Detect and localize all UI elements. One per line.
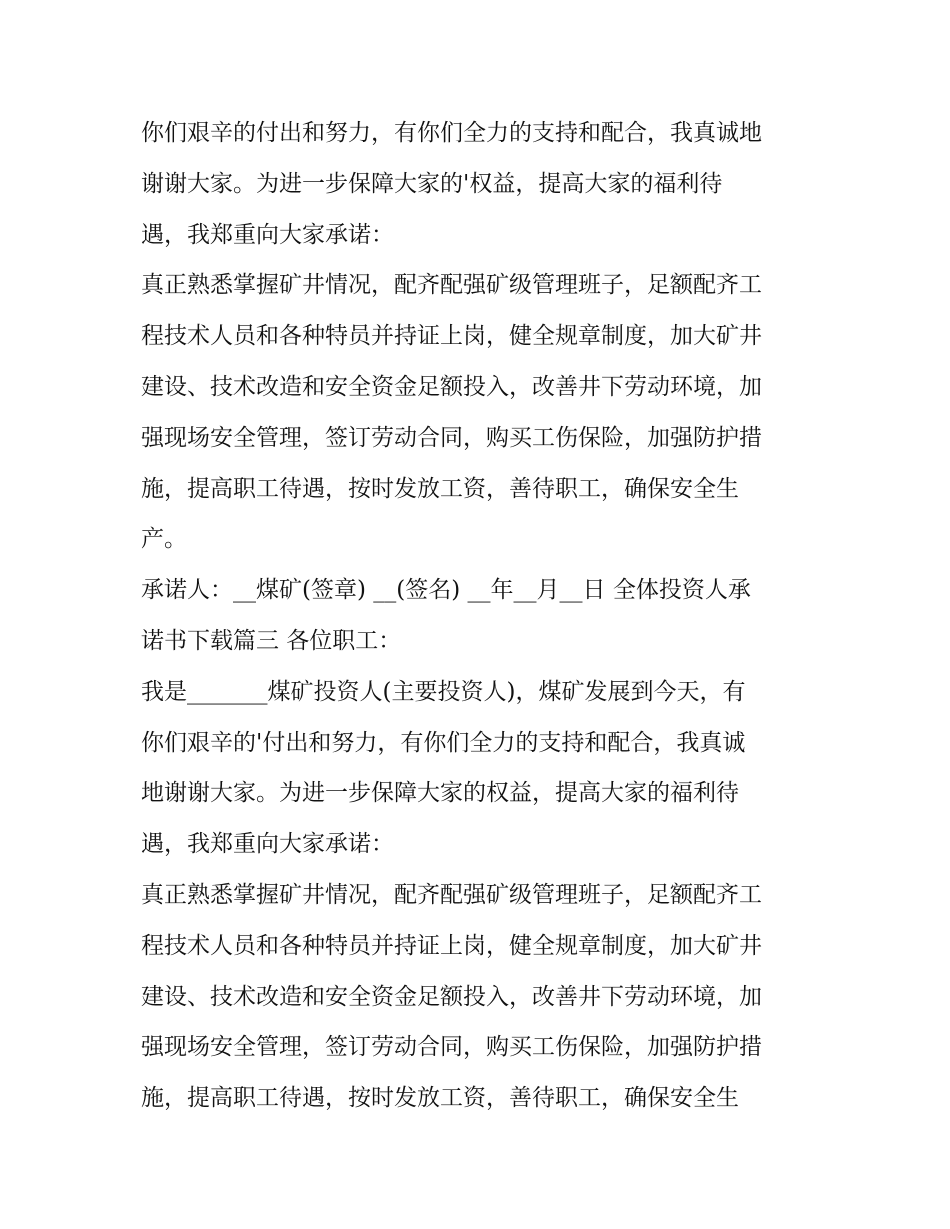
- text-line: 产。: [141, 526, 187, 553]
- text-line: 我是_______煤矿投资人(主要投资人)，煤矿发展到今天，有: [141, 678, 746, 705]
- text-line: 遇，我郑重向大家承诺：: [141, 831, 394, 858]
- text-line: 地谢谢大家。为进一步保障大家的权益，提高大家的福利待: [141, 780, 739, 807]
- document-body-text: [141, 108, 821, 1124]
- text-line: 你们艰辛的'付出和努力，有你们全力的支持和配合，我真诚: [141, 729, 746, 756]
- text-line: 施，提高职工待遇，按时发放工资，善待职工，确保安全生: [141, 475, 739, 502]
- text-line: 承诺人：__煤矿(签章) __(签名) __年__月__日 全体投资人承: [141, 577, 751, 604]
- text-line: 强现场安全管理，签订劳动合同，购买工伤保险，加强防护措: [141, 424, 762, 451]
- text-line: 强现场安全管理，签订劳动合同，购买工伤保险，加强防护措: [141, 1034, 762, 1061]
- text-line: 谢谢大家。为进一步保障大家的'权益，提高大家的福利待: [141, 170, 723, 197]
- text-line: 建设、技术改造和安全资金足额投入，改善井下劳动环境，加: [141, 373, 762, 400]
- text-line: 建设、技术改造和安全资金足额投入，改善井下劳动环境，加: [141, 983, 762, 1010]
- text-line: 真正熟悉掌握矿井情况，配齐配强矿级管理班子，足额配齐工: [141, 272, 762, 299]
- text-line: 程技术人员和各种特员并持证上岗，健全规章制度，加大矿井: [141, 323, 762, 350]
- text-line: 施，提高职工待遇，按时发放工资，善待职工，确保安全生: [141, 1085, 739, 1112]
- text-line: 诺书下载篇三 各位职工：: [141, 627, 402, 654]
- text-line: 遇，我郑重向大家承诺：: [141, 221, 394, 248]
- text-line: 真正熟悉掌握矿井情况，配齐配强矿级管理班子，足额配齐工: [141, 881, 762, 908]
- text-line: 程技术人员和各种特员并持证上岗，健全规章制度，加大矿井: [141, 932, 762, 959]
- text-line: 你们艰辛的付出和努力，有你们全力的支持和配合，我真诚地: [141, 120, 762, 146]
